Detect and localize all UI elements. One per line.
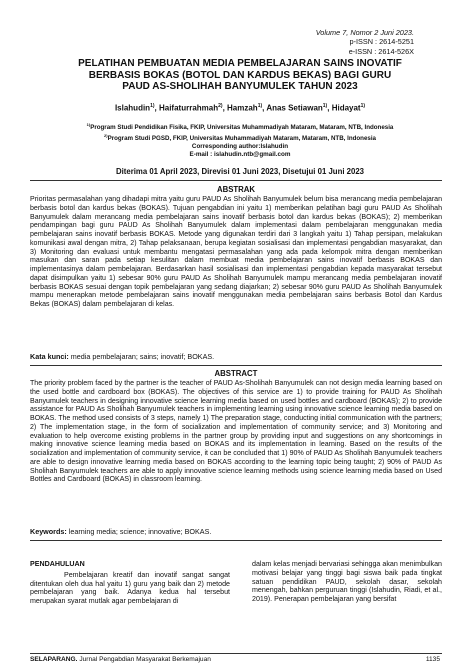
author-name: Islahudin [114,103,151,113]
kata-kunci-text: media pembelajaran; sains; inovatif; BOKAS. [68,352,215,361]
author-sep: , [222,103,228,113]
author-name: Haifaturrahmah [158,103,219,113]
pissn: p-ISSN : 2614-5251 [349,37,414,47]
author-name: Anas Setiawan [266,103,323,113]
pendahuluan-heading: PENDAHULUAN [30,560,85,568]
kata-kunci [30,352,442,361]
volume-info: Volume 7, Nomor 2 Juni 2023. [315,28,414,37]
paper-title [52,58,428,93]
title-line: PAUD AS-SHOLIHAH BANYUMULEK TAHUN 2023 [122,81,358,92]
journal-name-bold: SELAPARANG. [30,656,78,663]
keywords-text: learning media; science; innovative; BOKAS. [66,527,212,536]
abstrak-heading: ABSTRAK [216,185,256,194]
abstract-heading: ABSTRACT [214,369,258,378]
page-number: 1135 [425,656,440,663]
corresponding-email: E-mail : islahudin.ntb@gmail.com [189,151,291,158]
author-name: Hamzah [227,103,258,113]
footer-divider [30,653,442,654]
divider [30,180,442,181]
author-sep: , [154,103,159,113]
author-sup: 1) [257,103,263,109]
affiliation-sup: 1) [86,122,91,127]
corresponding-label: Corresponding author:Islahudin [191,143,289,150]
affiliation-text: Program Studi Pendidikan Fisika, FKIP, Universitas Muhammadiyah Mataram, Mataram, NTB, Indonesia [90,124,394,132]
affiliation [52,132,428,143]
affiliations [52,121,428,143]
left-column [30,560,230,606]
pendahuluan-right-text: dalam kelas menjadi bervariasi sehingga akan menimbulkan motivasi belajar yang tinggi bagi siswa baik pada tingkat satuan pendidikan PAUD, sekolah dasar, sekolah menengah, bahkan perguruan tinggi (Islahudin, Riadi, et al., 2019). Penerapan pembelajaran yang bersifat [252,560,442,603]
author-sup: 1) [360,103,366,109]
submission-dates: Diterima 01 April 2023, Direvisi 01 Juni 2023, Disetujui 01 Juni 2023 [115,167,365,176]
abstract-text: The priority problem faced by the partner is the teacher of PAUD As-Sholihah Banyumulek can not design media learning based on the used bottle and cardboard box (BOKAS). The objectives of this service are 1) to provide training for PAUD As Sholihah Banyumulek teachers in designing innovative science learning media based on used bottles and cardboard (BOKAS); 2) to provide assistance for PAUD As Sholihah Banyumulek teachers in implementing learning using innovative science learning media based on BOKAS. The method used consists of 3 steps, namely 1) The preparation stage, conducting initial communication with the partners; 2) The implementation stage, in the form of socialization and implementation of community service; and 3) Monitoring and evaluation to help overcome existing problems in the partner group by providing input and suggestions on any shortcomings in making innovative science learning media based on BOKAS and its implementation in learning. Based on the results of the socialization and implementation of community service, it can be concluded that 1) 90% of PAUD As Sholihah Banyumulek teachers are able to design innovative learning media based on BOKAS according to the learning topic being taught; 2) 90% of PAUD As Sholihah Banyumulek teachers are able to apply innovative science learning methods using science learning media based on Used Bottles and Cardboard (BOKAS) in classroom learning. [30,380,442,484]
author-list [52,103,428,113]
title-line: BERBASIS BOKAS (BOTOL DAN KARDUS BEKAS) BAGI GURU [88,69,392,81]
journal-name [30,656,211,663]
author-sup: 1) [322,103,328,109]
kata-kunci-label: Kata kunci: [30,352,69,361]
eissn: e-ISSN : 2614-526X [348,46,414,56]
author-name: Hidayat [331,103,361,113]
author-sup: 2) [218,103,223,109]
corresponding-author [52,143,428,159]
pendahuluan-left-text: Pembelajaran kreatif dan inovatif sangat sangat ditentukan oleh dua hal yaitu 1) guru yang baik dan 2) metode pembelajaran yang baik. Adanya kedua hal tersebut merupakan syarat mutlak agar pembelajaran di [30,570,230,605]
page-footer [30,656,442,663]
affiliation [52,121,428,132]
author-sep: , [262,103,267,113]
keywords [30,527,442,536]
journal-meta [316,28,414,56]
abstrak-text: Prioritas permasalahan yang dihadapi mitra yaitu guru PAUD As Sholihah Banyumulek belum bisa merancang media pembelajaran berbasis botol dan kardus bekas (BOKAS). Tujuan pengabdian ini yaitu 1) memberikan pelatihan bagi guru PAUD As Sholihah Banyumulek dalam merancang media pembelajaran sains inovatif berbasis botol dan kardus bekas (BOKAS); 2) memberikan pendampingan bagi guru PAUD As Sholihah Banyumulek dalam implementasi dalam pembelajaran menggunakan media pembelajaran sains inovatif berbasis BOKAS. Metode yang digunakan terdiri dari 3 langkah yaitu 1) Tahap persipan, melakukan komunikasi awal dengan mitra, 2) Tahap pelaksanaan, berupa kegiatan sosialisasi dan implementasi pengabdian masyarakat, dan 3) Monitoring dan evaluasi untuk membantu mengatasi permasalahan yang ada pada kelompok mitra dengan memberikan masukan dan saran pada setiap kesulitan dalam membuat media pembelajaran sains inovatif berbasis BOKAS dan implementasinya dalam pembelajaran. Berdasarkan hasil sosialisasi dan implementasi pengabdian kepada masyarakat tersebut dapat disimpulkan yaitu 1) sebesar 90% guru PAUD As Sholihah Banyumulek mampu merancang media pembelajaran inovatif berbasis BOKAS sesuai dengan topik pembelajaran yang sedang diajarkan; 2) sebesar 90% guru PAUD As Sholihah Banyumulek mampu menerapkan metode pembelajaran sains inovatif menggunakan media pembelajaran sains berbasis Botol dan Kardus Bekas (BOKAS) dalam pembelajaran di kelas. [30,196,442,308]
author-sep: , [327,103,332,113]
divider [30,365,442,366]
right-column [252,560,442,604]
journal-name-rest: Jurnal Pengabdian Masyarakat Berkemajuan [77,656,211,663]
divider [30,540,442,541]
keywords-label: Keywords: [30,527,67,536]
author-sup: 1) [150,103,155,109]
title-line: PELATIHAN PEMBUATAN MEDIA PEMBELAJARAN SAINS INOVATIF [78,58,402,69]
affiliation-text: Program Studi PGSD, FKIP, Universitas Muhammadiyah Mataram, Mataram, NTB, Indonesia [107,135,376,143]
affiliation-sup: 2) [104,133,108,139]
